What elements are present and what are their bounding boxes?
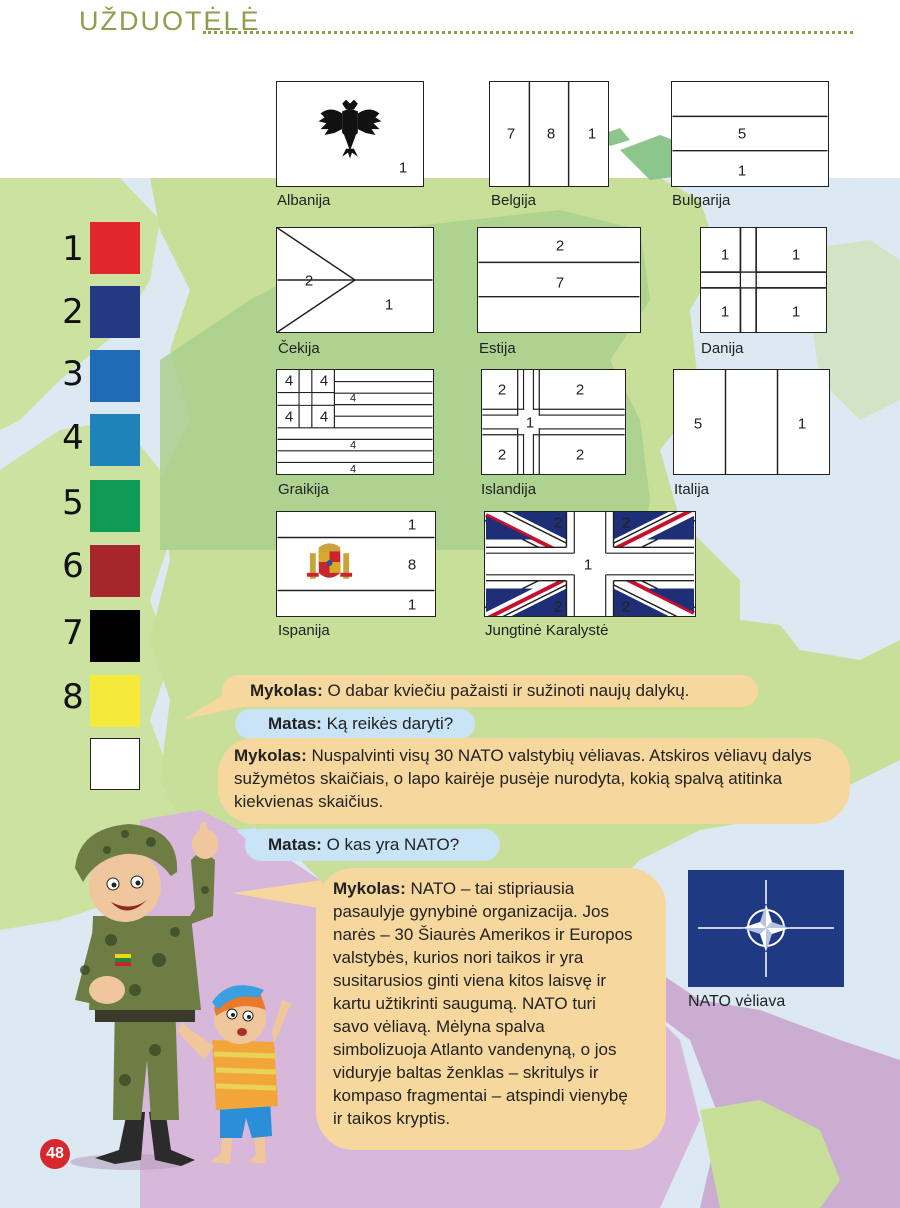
flag-number: 1 — [407, 596, 417, 614]
legend-number: 1 — [62, 229, 84, 269]
speech-text: O dabar kviečiu pažaisti ir sužinoti naujų dalykų. — [322, 681, 690, 700]
flag-label-czechia: Čekija — [278, 340, 320, 357]
legend-number: 7 — [62, 613, 84, 653]
legend-number: 3 — [62, 354, 84, 394]
flag-label-denmark: Danija — [701, 340, 744, 357]
speech-text: Ką reikės daryti? — [321, 714, 454, 733]
legend-number: 5 — [62, 483, 84, 523]
speech-text: Nuspalvinti visų 30 NATO valstybių vėliavas. Atskiros vėliavų dalys sužymėtos skaičiais, o lapo kairėje pusėje nurodyta, kokią spalvą atitinka kiekvienas skaičius. — [234, 746, 812, 811]
flag-label-belgium: Belgija — [491, 192, 537, 209]
speech-bubble-matas-1 — [235, 709, 475, 739]
speaker-name: Matas: — [268, 714, 322, 733]
page-number: 48 — [40, 1139, 70, 1169]
flag-label-united-kingdom: Jungtinė Karalystė — [485, 622, 609, 639]
flag-number: 2 — [575, 381, 585, 399]
speech-bubble-mykolas-2 — [218, 738, 850, 824]
flag-number: 5 — [737, 125, 747, 143]
flag-label-spain: Ispanija — [278, 622, 330, 639]
flag-number: 1 — [407, 516, 417, 534]
speech-bubble-mykolas-3 — [316, 868, 666, 1150]
nato-compass-icon — [688, 870, 844, 987]
flag-number: 7 — [506, 125, 516, 143]
speaker-name: Mykolas: — [250, 681, 323, 700]
flag-label-greece: Graikija — [278, 481, 329, 498]
flag-number: 1 — [587, 125, 597, 143]
flag-number: 7 — [555, 274, 565, 292]
flag-number: 1 — [720, 246, 730, 264]
nato-flag — [688, 870, 844, 987]
flag-label-italy: Italija — [674, 481, 710, 498]
page-header-title: UŽDUOTĖLĖ — [79, 6, 261, 36]
nato-flag-caption: NATO vėliava — [688, 993, 786, 1010]
speaker-name: Mykolas: — [234, 746, 307, 765]
flag-number: 1 — [791, 246, 801, 264]
flag-label-iceland: Islandija — [481, 481, 537, 498]
speaker-name: Matas: — [268, 835, 322, 854]
speech-bubble-mykolas-1 — [222, 675, 758, 707]
flag-number: 2 — [553, 514, 563, 532]
flag-number: 2 — [553, 598, 563, 616]
flag-number: 4 — [349, 392, 357, 405]
flag-number: 8 — [407, 556, 417, 574]
flag-label-bulgaria: Bulgarija — [672, 192, 731, 209]
flag-number: 2 — [304, 272, 314, 290]
flag-number: 2 — [497, 446, 507, 464]
flag-number: 1 — [720, 303, 730, 321]
speaker-name: Mykolas: — [333, 879, 406, 898]
speech-text: O kas yra NATO? — [321, 835, 460, 854]
flag-number: 1 — [583, 556, 593, 574]
flag-number: 4 — [284, 372, 294, 390]
flag-label-estonia: Estija — [479, 340, 516, 357]
flag-number: 4 — [319, 372, 329, 390]
legend-number: 8 — [62, 677, 84, 717]
legend-number: 4 — [62, 418, 84, 458]
flag-number: 4 — [284, 408, 294, 426]
flag-number: 1 — [737, 162, 747, 180]
flag-number: 5 — [693, 415, 703, 433]
speech-bubble-matas-2 — [245, 829, 500, 861]
speech-text: NATO – tai stipriausia pasaulyje gynybinė organizacija. Jos narės – 30 Šiaurės Amerikos ir Europos valstybės, kurios nori taikos ir yra susitarusios ginti viena kitos laisvę ir kartu užtikrinti saugumą. NATO turi savo vėliavą. Mėlyna spalva simbolizuoja Atlanto vandenyną, o jos viduryje baltas ženklas – skritulys ir kompaso fragmentai – atspindi vienybę ir taikos kryptis. — [333, 879, 633, 1128]
flag-number: 4 — [349, 463, 357, 475]
flag-label-albania: Albanija — [277, 192, 331, 209]
flag-number: 4 — [319, 408, 329, 426]
flag-number: 1 — [797, 415, 807, 433]
flag-number: 1 — [398, 159, 408, 177]
flag-number: 2 — [621, 598, 631, 616]
flag-number: 1 — [791, 303, 801, 321]
flag-number: 4 — [349, 439, 357, 452]
flag-number: 1 — [384, 296, 394, 314]
flag-number: 1 — [525, 414, 535, 432]
flag-number: 2 — [555, 237, 565, 255]
child-illustration — [170, 970, 300, 1170]
legend-number: 6 — [62, 546, 84, 586]
flag-number: 8 — [546, 125, 556, 143]
flag-number: 2 — [575, 446, 585, 464]
flag-number: 2 — [621, 514, 631, 532]
legend-number: 2 — [62, 292, 84, 332]
flag-number: 2 — [497, 381, 507, 399]
